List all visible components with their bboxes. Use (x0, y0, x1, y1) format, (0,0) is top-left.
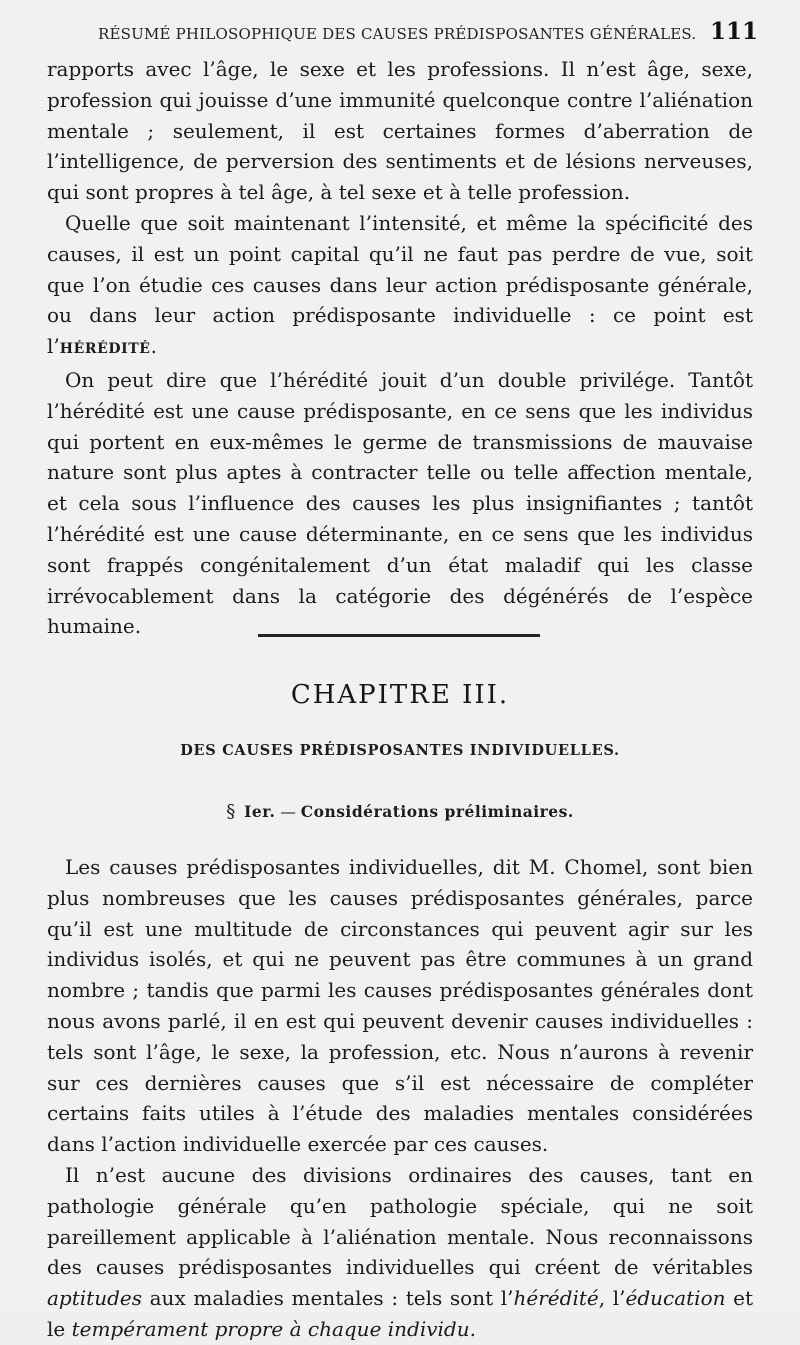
text-run: Quelle que soit maintenant l’intensité, et même la spécificité des causes, il est un point capital qu’il ne faut pas perdre de vue, soit que l’on étudie ces causes dans leur action prédisposante générale, ou dans leur action prédisposante individuelle : ce point est l’ (47, 210, 753, 359)
section-heading (0, 801, 800, 822)
text-run: et le (47, 1286, 754, 1341)
text-run: , l’ (598, 1286, 626, 1311)
chapter-subtitle: DES CAUSES PRÉDISPOSANTES INDIVIDUELLES. (180, 742, 620, 759)
italic-education: éducation (625, 1286, 726, 1311)
italic-aptitudes: aptitudes (47, 1286, 142, 1311)
section-number: Ier. (244, 802, 276, 821)
paragraph: Les causes prédisposantes individuelles, dit M. Chomel, sont bien plus nombreuses que les causes prédisposantes générales, parce qu’il est une multitude de circonstances qui peuvent agir sur les individus isolés, et qui ne peuvent pas être communes à un grand nombre ; tandis que parmi les causes prédisposantes générales dont nous avons parlé, il en est qui peuvent devenir causes individuelles : tels sont l’âge, le sexe, la profession, etc. Nous n’aurons à revenir sur ces dernières causes que s’il est nécessaire de compléter certains faits utiles à l’étude des maladies mentales considérées dans l’action individuelle exercée par ces causes. (47, 855, 753, 1157)
page-number: 111 (709, 18, 758, 45)
text-block-bottom (47, 852, 753, 1345)
paragraph: rapports avec l’âge, le sexe et les professions. Il n’est âge, sexe, profession qui jouisse d’une immunité quelconque contre l’aliénation mentale ; seulement, il est certaines formes d’aberration de l’intelligence, de perversion des sentiments et de lésions nerveuses, qui sont propres à tel âge, à tel sexe et à telle profession. (47, 57, 753, 205)
emphasis-heredite: HÉRÉDITÉ (59, 341, 151, 358)
italic-heredite: hérédité (513, 1286, 599, 1311)
section-divider (258, 634, 540, 637)
paragraph (47, 208, 753, 365)
section-dash: — (280, 803, 296, 821)
section-symbol: § (226, 801, 236, 822)
running-title: RÉSUMÉ PHILOSOPHIQUE DES CAUSES PRÉDISPOSANTES GÉNÉRALES. (98, 25, 697, 43)
paragraph (47, 1160, 753, 1345)
chapter-heading: CHAPITRE III. (290, 680, 510, 710)
text-run: aux maladies mentales : tels sont l’ (141, 1286, 514, 1311)
paragraph: On peut dire que l’hérédité jouit d’un double privilége. Tantôt l’hérédité est une cause prédisposante, en ce sens que les individus qui portent en eux-mêmes le germe de transmissions de mauvaise nature sont plus aptes à contracter telle ou telle affection mentale, et cela sous l’influence des causes les plus insignifiantes ; tantôt l’hérédité est une cause déterminante, en ce sens que les individus sont frappés congénitalement d’un état maladif qui les classe irrévocablement dans la catégorie des dégénérés de l’espèce humaine. (47, 367, 753, 639)
italic-temperament: tempérament propre à chaque individu. (71, 1316, 476, 1341)
text-run: . (150, 334, 157, 359)
running-head (98, 18, 758, 45)
text-run: Il n’est aucune des divisions ordinaires des causes, tant en pathologie générale qu’en pathologie spéciale, qui ne soit pareillement applicable à l’aliénation mentale. Nous reconnaissons des causes prédisposantes individuelles qui créent de véritables (47, 1162, 753, 1280)
text-block-top (47, 54, 753, 642)
section-title: Considérations préliminaires. (300, 802, 574, 821)
